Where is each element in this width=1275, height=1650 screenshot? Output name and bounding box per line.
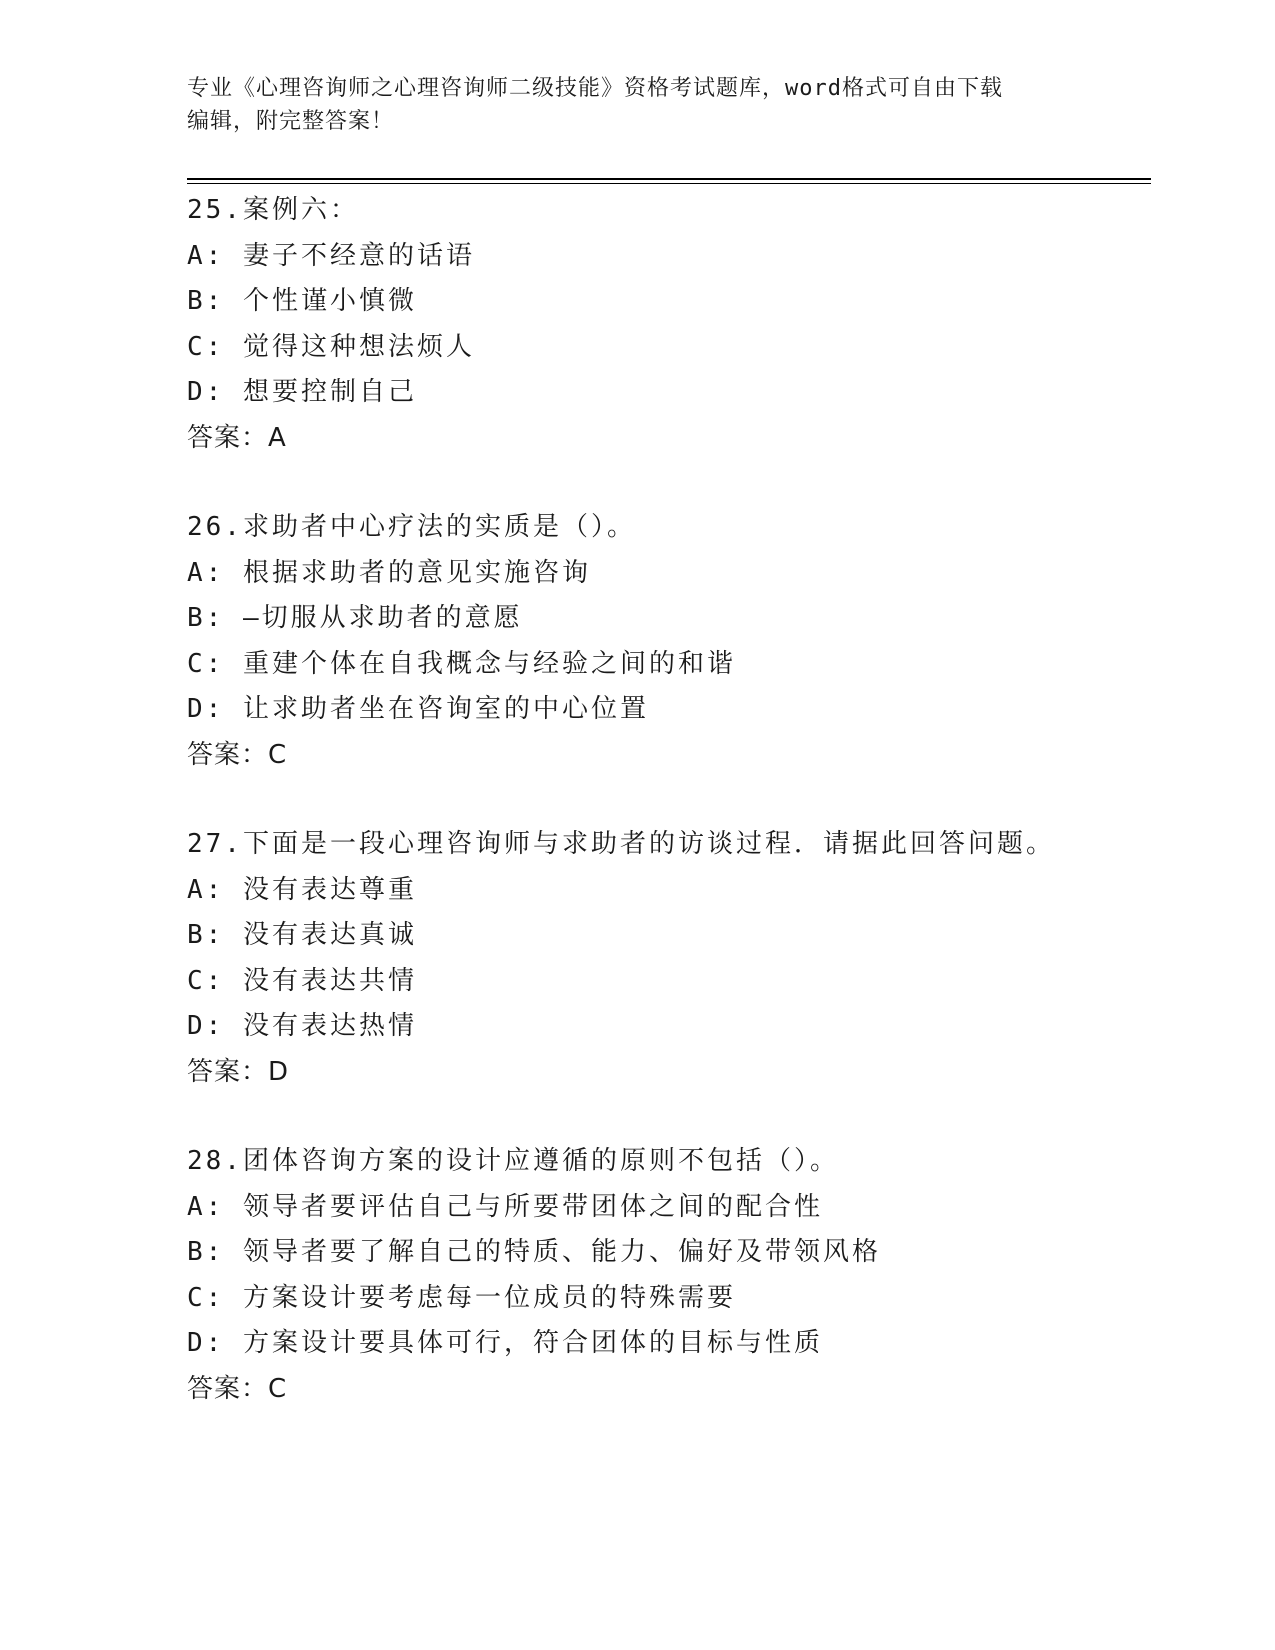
question-stem: 28.团体咨询方案的设计应遵循的原则不包括（）。: [187, 1146, 839, 1176]
answer-label: 答案：C: [187, 1373, 288, 1404]
option-d: D: 想要控制自己: [187, 377, 417, 407]
answer-label: 答案：A: [187, 422, 287, 453]
question-28: [187, 1139, 1151, 1412]
option-a: A: 妻子不经意的话语: [187, 240, 475, 271]
option-b: B: 个性谨小慎微: [187, 286, 417, 316]
question-stem: 26.求助者中心疗法的实质是（）。: [187, 512, 636, 542]
option-b: B: 领导者要了解自己的特质、能力、偏好及带领风格: [187, 1237, 881, 1267]
header-line-2: 编辑，附完整答案！: [187, 109, 395, 134]
document-header: [187, 72, 1087, 138]
option-d: D: 没有表达热情: [187, 1011, 417, 1041]
header-divider-thick: [187, 178, 1151, 180]
option-c: C: 重建个体在自我概念与经验之间的和谐: [187, 648, 736, 679]
question-stem: 27.下面是一段心理咨询师与求助者的访谈过程．请据此回答问题。: [187, 829, 1055, 859]
header-divider-thin: [187, 183, 1151, 184]
question-26: [187, 505, 1151, 778]
option-c: C: 觉得这种想法烦人: [187, 331, 475, 362]
option-d: D: 让求助者坐在咨询室的中心位置: [187, 694, 649, 724]
option-b: B: 没有表达真诚: [187, 920, 417, 950]
question-25: [187, 188, 1151, 461]
option-b: B: —切服从求助者的意愿: [187, 603, 523, 633]
question-27: [187, 822, 1151, 1095]
answer-label: 答案：C: [187, 739, 288, 770]
option-c: C: 方案设计要考虑每一位成员的特殊需要: [187, 1282, 736, 1313]
option-a: A: 领导者要评估自己与所要带团体之间的配合性: [187, 1191, 823, 1222]
option-c: C: 没有表达共情: [187, 965, 417, 996]
header-line-1: 专业《心理咨询师之心理咨询师二级技能》资格考试题库，word格式可自由下载: [187, 76, 1003, 101]
answer-label: 答案：D: [187, 1056, 290, 1087]
option-d: D: 方案设计要具体可行，符合团体的目标与性质: [187, 1328, 823, 1358]
option-a: A: 没有表达尊重: [187, 874, 417, 905]
question-stem: 25.案例六：: [187, 195, 359, 225]
option-a: A: 根据求助者的意见实施咨询: [187, 557, 591, 588]
question-list: [187, 188, 1151, 1456]
